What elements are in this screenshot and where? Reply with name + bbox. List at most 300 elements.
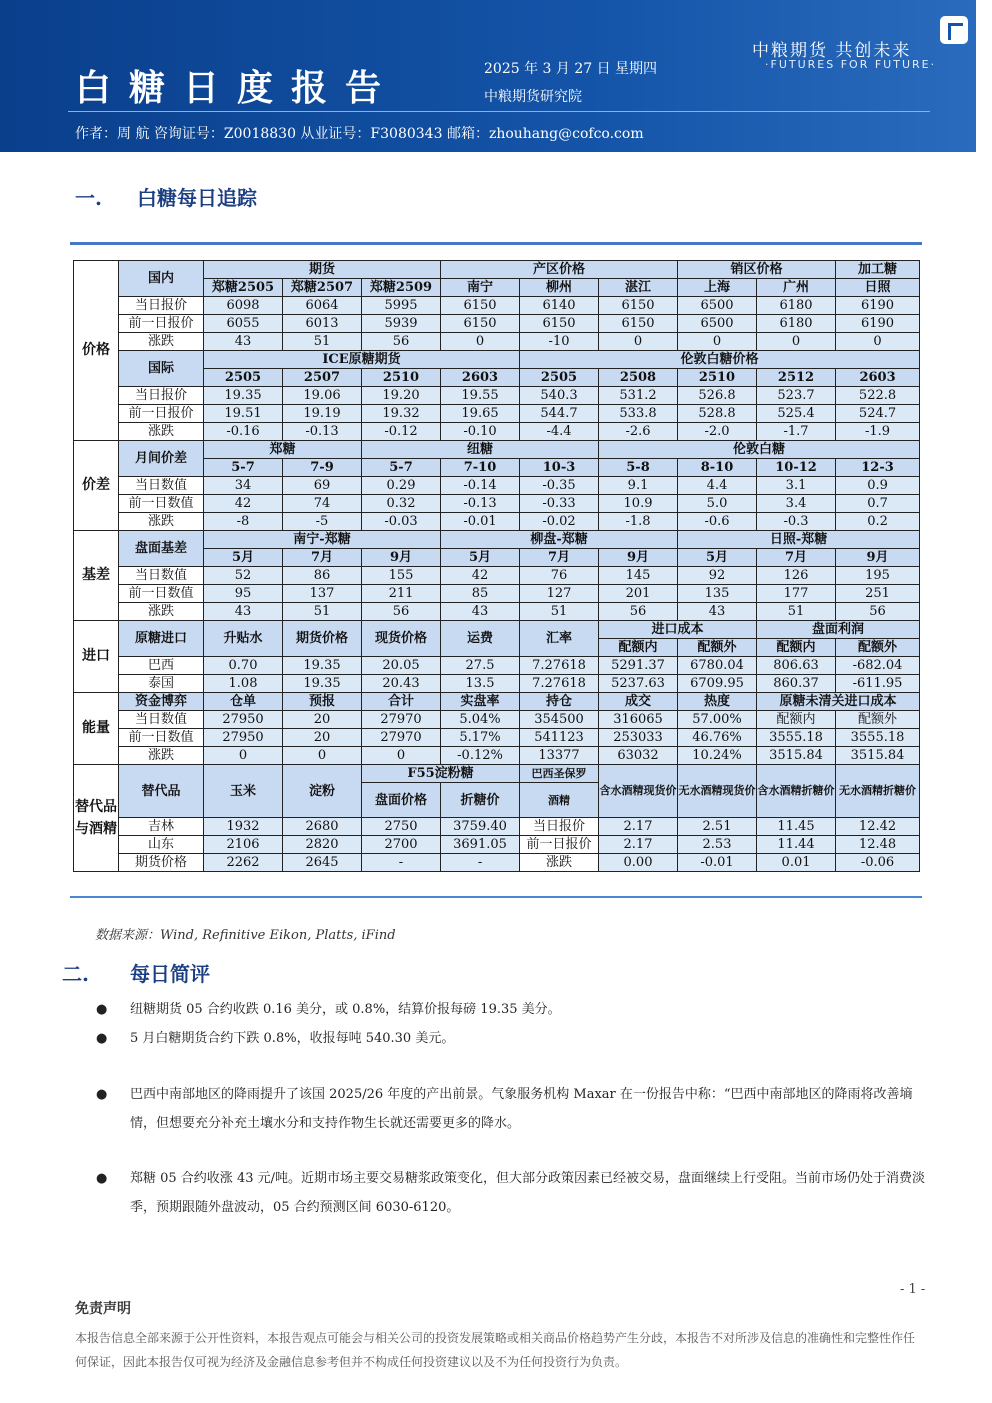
row-label: 前一日数值 bbox=[119, 585, 204, 603]
row-label: 前一日报价 bbox=[119, 315, 204, 333]
section-2-heading bbox=[62, 958, 210, 987]
bullet-icon: ● bbox=[96, 1171, 108, 1186]
column-header: 实盘率 bbox=[441, 693, 520, 711]
data-cell: 525.4 bbox=[757, 405, 836, 423]
data-cell: 531.2 bbox=[599, 387, 678, 405]
column-header: 2505 bbox=[520, 369, 599, 387]
table-row bbox=[74, 818, 920, 836]
category-label: 进口 bbox=[74, 621, 119, 693]
data-cell: 19.65 bbox=[441, 405, 520, 423]
data-cell: 9.1 bbox=[599, 477, 678, 495]
data-cell: 5291.37 bbox=[599, 657, 678, 675]
data-cell: 253033 bbox=[599, 729, 678, 747]
column-header: 期货价格 bbox=[283, 621, 362, 657]
column-header: 5-8 bbox=[599, 459, 678, 477]
data-cell: -0.33 bbox=[520, 495, 599, 513]
data-cell: -1.9 bbox=[836, 423, 920, 441]
data-cell: 177 bbox=[757, 585, 836, 603]
category-label: 基差 bbox=[74, 531, 119, 621]
row-label: 泰国 bbox=[119, 675, 204, 693]
data-cell: 6064 bbox=[283, 297, 362, 315]
data-cell: 43 bbox=[441, 603, 520, 621]
data-cell: -0.02 bbox=[520, 513, 599, 531]
data-cell: 12.42 bbox=[836, 818, 920, 836]
column-header: 2505 bbox=[204, 369, 283, 387]
data-cell: 74 bbox=[283, 495, 362, 513]
data-cell: 56 bbox=[362, 603, 441, 621]
data-cell: 6013 bbox=[283, 315, 362, 333]
data-cell: 19.20 bbox=[362, 387, 441, 405]
data-cell: 2.17 bbox=[599, 836, 678, 854]
data-cell: 19.55 bbox=[441, 387, 520, 405]
column-header: 日照 bbox=[836, 279, 920, 297]
author-line: 作者：周 航 咨询证号：Z0018830 从业证号：F3080343 邮箱：zhouhang@cofco.com bbox=[75, 126, 644, 142]
data-cell: 43 bbox=[204, 603, 283, 621]
data-cell: 51 bbox=[757, 603, 836, 621]
data-cell: 7.27618 bbox=[520, 675, 599, 693]
table-row bbox=[74, 657, 920, 675]
table-row bbox=[74, 315, 920, 333]
data-cell: 0.29 bbox=[362, 477, 441, 495]
data-cell: 19.19 bbox=[283, 405, 362, 423]
data-cell: 2680 bbox=[283, 818, 362, 836]
data-cell: 5939 bbox=[362, 315, 441, 333]
column-header: 广州 bbox=[757, 279, 836, 297]
data-cell: 155 bbox=[362, 567, 441, 585]
column-header: 无水酒精折糖价 bbox=[836, 765, 920, 818]
column-header: 上海 bbox=[678, 279, 757, 297]
column-header: 7月 bbox=[757, 549, 836, 567]
data-cell: 3.1 bbox=[757, 477, 836, 495]
column-header: 湛江 bbox=[599, 279, 678, 297]
data-cell: 5.04% bbox=[441, 711, 520, 729]
row-label: 前一日报价 bbox=[520, 836, 599, 854]
data-source: 数据来源：Wind, Refinitive Eikon, Platts, iFind bbox=[95, 928, 396, 943]
section-1-rule bbox=[70, 242, 922, 245]
data-cell: 3759.40 bbox=[441, 818, 520, 836]
data-cell: 92 bbox=[678, 567, 757, 585]
data-cell: 3515.84 bbox=[757, 747, 836, 765]
row-label: 吉林 bbox=[119, 818, 204, 836]
disclaimer-title: 免责声明 bbox=[75, 1301, 131, 1317]
comment-text: 纽糖期货 05 合约收跌 0.16 美分，或 0.8%，结算价报每磅 19.35 美分。 bbox=[130, 1002, 561, 1017]
data-cell: 6150 bbox=[599, 297, 678, 315]
table-row bbox=[74, 351, 920, 369]
data-cell: 20.05 bbox=[362, 657, 441, 675]
data-cell: 0 bbox=[204, 747, 283, 765]
table-row bbox=[74, 261, 920, 279]
data-cell: 19.32 bbox=[362, 405, 441, 423]
table-row bbox=[74, 297, 920, 315]
data-cell: 27950 bbox=[204, 729, 283, 747]
data-cell: 6098 bbox=[204, 297, 283, 315]
data-cell: 6150 bbox=[599, 315, 678, 333]
column-header: 淀粉 bbox=[283, 765, 362, 818]
column-header: 2510 bbox=[362, 369, 441, 387]
column-header: 玉米 bbox=[204, 765, 283, 818]
data-cell: 3.4 bbox=[757, 495, 836, 513]
data-cell: 211 bbox=[362, 585, 441, 603]
data-cell: 126 bbox=[757, 567, 836, 585]
data-cell: 6780.04 bbox=[678, 657, 757, 675]
data-cell: -0.01 bbox=[441, 513, 520, 531]
column-header: 配额外 bbox=[836, 639, 920, 657]
data-cell: 19.51 bbox=[204, 405, 283, 423]
column-header: 含水酒精折糖价 bbox=[757, 765, 836, 818]
group-header: 原糖未清关进口成本 bbox=[757, 693, 920, 711]
data-cell: -0.35 bbox=[520, 477, 599, 495]
disclaimer-text: 本报告信息全部来源于公开性资料，本报告观点可能会与相关公司的投资发展策略或相关商品价格趋势产生分歧，本报告不对所涉及信息的准确性和完整性作任何保证，因此本报告仅可视为经济及金融信息参考但并不构成任何投资建议以及不为任何投资行为负责。 bbox=[75, 1331, 916, 1369]
data-cell: 3555.18 bbox=[836, 729, 920, 747]
column-header: 运费 bbox=[441, 621, 520, 657]
data-cell: 85 bbox=[441, 585, 520, 603]
table-row bbox=[74, 836, 920, 854]
data-cell: 0 bbox=[757, 333, 836, 351]
data-cell: 3691.05 bbox=[441, 836, 520, 854]
data-cell: 6500 bbox=[678, 297, 757, 315]
data-cell: 27950 bbox=[204, 711, 283, 729]
data-cell: 27970 bbox=[362, 729, 441, 747]
column-header: 仓单 bbox=[204, 693, 283, 711]
group-label: 原糖进口 bbox=[119, 621, 204, 657]
category-label: 价差 bbox=[74, 441, 119, 531]
data-cell: 137 bbox=[283, 585, 362, 603]
table-row bbox=[74, 477, 920, 495]
group-label: 盘面基差 bbox=[119, 531, 204, 567]
column-header: 南宁 bbox=[441, 279, 520, 297]
row-label: 涨跌 bbox=[119, 423, 204, 441]
table-bottom-rule bbox=[70, 896, 922, 898]
table-row bbox=[74, 333, 920, 351]
column-header: 7月 bbox=[520, 549, 599, 567]
table-row bbox=[74, 693, 920, 711]
row-label: 当日数值 bbox=[119, 567, 204, 585]
data-cell: -0.12% bbox=[441, 747, 520, 765]
data-cell: 145 bbox=[599, 567, 678, 585]
data-cell: 2106 bbox=[204, 836, 283, 854]
data-cell: 19.06 bbox=[283, 387, 362, 405]
column-header: 合计 bbox=[362, 693, 441, 711]
data-cell: 11.45 bbox=[757, 818, 836, 836]
data-cell: - bbox=[441, 854, 520, 872]
data-cell: 0.9 bbox=[836, 477, 920, 495]
data-cell: 5.0 bbox=[678, 495, 757, 513]
data-cell: 20 bbox=[283, 729, 362, 747]
column-header: 2603 bbox=[836, 369, 920, 387]
row-label: 巴西 bbox=[119, 657, 204, 675]
data-cell: 20.43 bbox=[362, 675, 441, 693]
data-cell: 2700 bbox=[362, 836, 441, 854]
bullet-icon: ● bbox=[96, 1087, 108, 1102]
data-cell: 526.8 bbox=[678, 387, 757, 405]
table-row bbox=[74, 567, 920, 585]
group-header: 期货 bbox=[204, 261, 441, 279]
comment-text: 郑糖 05 合约收涨 43 元/吨。近期市场主要交易糖浆政策变化，但大部分政策因素已经被交易，盘面继续上行受阻。当前市场仍处于消费淡季，预期跟随外盘波动，05 合约预测区间 6030-6120。 bbox=[130, 1171, 925, 1215]
data-cell: 524.7 bbox=[836, 405, 920, 423]
data-cell: 523.7 bbox=[757, 387, 836, 405]
data-cell: 27.5 bbox=[441, 657, 520, 675]
data-cell: 52 bbox=[204, 567, 283, 585]
column-header: 2512 bbox=[757, 369, 836, 387]
column-header: 12-3 bbox=[836, 459, 920, 477]
section-1-number: 一. bbox=[75, 186, 102, 210]
data-cell: 201 bbox=[599, 585, 678, 603]
data-cell: 3555.18 bbox=[757, 729, 836, 747]
table-row bbox=[74, 621, 920, 639]
data-cell: 135 bbox=[678, 585, 757, 603]
category-label: 替代品与酒精 bbox=[74, 765, 119, 872]
data-cell: 0 bbox=[283, 747, 362, 765]
data-cell: 5237.63 bbox=[599, 675, 678, 693]
column-header: 柳州 bbox=[520, 279, 599, 297]
row-label: 当日报价 bbox=[520, 818, 599, 836]
column-header: 配额内 bbox=[757, 711, 836, 729]
column-header: 成交 bbox=[599, 693, 678, 711]
data-cell: 0 bbox=[362, 747, 441, 765]
page-number: - 1 - bbox=[900, 1282, 926, 1297]
group-header: 南宁-郑糖 bbox=[204, 531, 441, 549]
group-header: 纽糖 bbox=[362, 441, 599, 459]
column-header: 现货价格 bbox=[362, 621, 441, 657]
report-date: 2025 年 3 月 27 日 星期四 bbox=[484, 61, 658, 77]
group-header: 销区价格 bbox=[678, 261, 836, 279]
data-cell: 86 bbox=[283, 567, 362, 585]
column-header: 9月 bbox=[362, 549, 441, 567]
data-cell: 43 bbox=[204, 333, 283, 351]
company-logo: 中粮期货 共创未来 bbox=[752, 41, 912, 61]
row-label: 当日报价 bbox=[119, 387, 204, 405]
data-cell: 2262 bbox=[204, 854, 283, 872]
table-body bbox=[74, 261, 920, 872]
data-cell: 0.70 bbox=[204, 657, 283, 675]
column-header: 5-7 bbox=[362, 459, 441, 477]
data-cell: 19.35 bbox=[283, 675, 362, 693]
row-label: 期货价格 bbox=[119, 854, 204, 872]
data-cell: 5.17% bbox=[441, 729, 520, 747]
data-cell: -1.7 bbox=[757, 423, 836, 441]
table-row bbox=[74, 747, 920, 765]
data-cell: 541123 bbox=[520, 729, 599, 747]
data-cell: 533.8 bbox=[599, 405, 678, 423]
column-header: 酒精 bbox=[520, 783, 599, 818]
data-cell: 6180 bbox=[757, 315, 836, 333]
column-header: 含水酒精现货价 bbox=[599, 765, 678, 818]
data-cell: -0.6 bbox=[678, 513, 757, 531]
data-cell: 2.53 bbox=[678, 836, 757, 854]
data-cell: 806.63 bbox=[757, 657, 836, 675]
column-header: 郑糖2505 bbox=[204, 279, 283, 297]
row-label: 前一日数值 bbox=[119, 729, 204, 747]
data-cell: 56 bbox=[599, 603, 678, 621]
company-slogan: ·FUTURES FOR FUTURE· bbox=[765, 58, 937, 71]
data-cell: 6150 bbox=[441, 297, 520, 315]
data-cell: 51 bbox=[283, 603, 362, 621]
section-2-number: 二. bbox=[62, 962, 89, 986]
data-cell: -0.03 bbox=[362, 513, 441, 531]
group-header: 产区价格 bbox=[441, 261, 678, 279]
data-cell: 0 bbox=[678, 333, 757, 351]
section-1-title: 白糖每日追踪 bbox=[137, 186, 257, 210]
row-label: 涨跌 bbox=[119, 333, 204, 351]
data-cell: -682.04 bbox=[836, 657, 920, 675]
data-cell: 69 bbox=[283, 477, 362, 495]
data-cell: 6150 bbox=[441, 315, 520, 333]
column-header: 无水酒精现货价 bbox=[678, 765, 757, 818]
data-cell: 0.32 bbox=[362, 495, 441, 513]
group-label: 国内 bbox=[119, 261, 204, 297]
group-label: 国际 bbox=[119, 351, 204, 387]
data-cell: -8 bbox=[204, 513, 283, 531]
data-cell: 57.00% bbox=[678, 711, 757, 729]
data-cell: 12.48 bbox=[836, 836, 920, 854]
data-cell: 0 bbox=[599, 333, 678, 351]
row-label: 涨跌 bbox=[119, 747, 204, 765]
column-header: 2508 bbox=[599, 369, 678, 387]
data-cell: 127 bbox=[520, 585, 599, 603]
data-cell: 6709.95 bbox=[678, 675, 757, 693]
data-cell: 6190 bbox=[836, 297, 920, 315]
bullet-icon: ● bbox=[96, 1002, 108, 1017]
column-header: 盘面价格 bbox=[362, 783, 441, 818]
column-header: 8-10 bbox=[678, 459, 757, 477]
data-cell: 10.9 bbox=[599, 495, 678, 513]
table-row bbox=[74, 711, 920, 729]
table-row bbox=[74, 495, 920, 513]
table-row bbox=[74, 585, 920, 603]
column-header: 10-3 bbox=[520, 459, 599, 477]
data-cell: 1932 bbox=[204, 818, 283, 836]
row-label: 当日数值 bbox=[119, 477, 204, 495]
data-cell: 3515.84 bbox=[836, 747, 920, 765]
report-header bbox=[0, 0, 976, 152]
column-header: 预报 bbox=[283, 693, 362, 711]
data-cell: 0.01 bbox=[757, 854, 836, 872]
data-cell: 540.3 bbox=[520, 387, 599, 405]
table-row bbox=[74, 603, 920, 621]
data-cell: 19.35 bbox=[204, 387, 283, 405]
group-header: 加工糖 bbox=[836, 261, 920, 279]
column-header: 折糖价 bbox=[441, 783, 520, 818]
data-cell: 6180 bbox=[757, 297, 836, 315]
data-cell: 6500 bbox=[678, 315, 757, 333]
column-header: 热度 bbox=[678, 693, 757, 711]
column-header: 升贴水 bbox=[204, 621, 283, 657]
data-cell: 20 bbox=[283, 711, 362, 729]
data-cell: 860.37 bbox=[757, 675, 836, 693]
data-cell: -0.06 bbox=[836, 854, 920, 872]
category-label: 能量 bbox=[74, 693, 119, 765]
section-2-title: 每日简评 bbox=[130, 962, 210, 986]
column-header: 2603 bbox=[441, 369, 520, 387]
data-cell: 5995 bbox=[362, 297, 441, 315]
column-header: 2507 bbox=[283, 369, 362, 387]
sugar-tracking-table bbox=[73, 260, 920, 872]
data-cell: -2.0 bbox=[678, 423, 757, 441]
column-header: 7-9 bbox=[283, 459, 362, 477]
column-header: 配额内 bbox=[599, 639, 678, 657]
column-header: 5月 bbox=[204, 549, 283, 567]
data-cell: 51 bbox=[283, 333, 362, 351]
column-header: 9月 bbox=[836, 549, 920, 567]
data-cell: 19.35 bbox=[283, 657, 362, 675]
data-cell: -1.8 bbox=[599, 513, 678, 531]
data-cell: 6140 bbox=[520, 297, 599, 315]
column-header: 7月 bbox=[283, 549, 362, 567]
table-row bbox=[74, 531, 920, 549]
data-cell: 354500 bbox=[520, 711, 599, 729]
column-header: 5月 bbox=[441, 549, 520, 567]
group-header: 柳盘-郑糖 bbox=[441, 531, 678, 549]
data-cell: 2.51 bbox=[678, 818, 757, 836]
report-title: 白糖日度报告 bbox=[75, 67, 400, 109]
column-header: 汇率 bbox=[520, 621, 599, 657]
data-cell: 6055 bbox=[204, 315, 283, 333]
data-cell: -5 bbox=[283, 513, 362, 531]
bullet-icon: ● bbox=[96, 1031, 108, 1046]
column-header: 配额内 bbox=[757, 639, 836, 657]
institute-name: 中粮期货研究院 bbox=[484, 89, 582, 105]
column-header: 7-10 bbox=[441, 459, 520, 477]
data-cell: 528.8 bbox=[678, 405, 757, 423]
data-cell: - bbox=[362, 854, 441, 872]
group-label: 替代品 bbox=[119, 765, 204, 818]
data-cell: 42 bbox=[441, 567, 520, 585]
group-header: 郑糖 bbox=[204, 441, 362, 459]
data-cell: 251 bbox=[836, 585, 920, 603]
data-cell: 6190 bbox=[836, 315, 920, 333]
data-cell: 46.76% bbox=[678, 729, 757, 747]
data-cell: -4.4 bbox=[520, 423, 599, 441]
logo-icon bbox=[940, 16, 968, 44]
group-header: 伦敦白糖价格 bbox=[520, 351, 920, 369]
column-header: 郑糖2507 bbox=[283, 279, 362, 297]
data-cell: -0.16 bbox=[204, 423, 283, 441]
table-row bbox=[74, 405, 920, 423]
column-header: 2510 bbox=[678, 369, 757, 387]
data-cell: -611.95 bbox=[836, 675, 920, 693]
table-row bbox=[74, 423, 920, 441]
data-cell: 7.27618 bbox=[520, 657, 599, 675]
column-header: 5-7 bbox=[204, 459, 283, 477]
group-header: 盘面利润 bbox=[757, 621, 920, 639]
data-cell: 95 bbox=[204, 585, 283, 603]
data-cell: 195 bbox=[836, 567, 920, 585]
row-label: 前一日报价 bbox=[119, 405, 204, 423]
column-header: 配额外 bbox=[836, 711, 920, 729]
data-cell: -0.12 bbox=[362, 423, 441, 441]
data-cell: 10.24% bbox=[678, 747, 757, 765]
category-label: 价格 bbox=[74, 261, 119, 441]
group-header: ICE原糖期货 bbox=[204, 351, 520, 369]
table-row bbox=[74, 765, 920, 783]
section-1-heading bbox=[75, 182, 257, 211]
data-cell: 34 bbox=[204, 477, 283, 495]
table-row bbox=[74, 729, 920, 747]
group-header: 日照-郑糖 bbox=[678, 531, 920, 549]
data-cell: 4.4 bbox=[678, 477, 757, 495]
row-label: 前一日数值 bbox=[119, 495, 204, 513]
data-cell: 43 bbox=[678, 603, 757, 621]
data-cell: -2.6 bbox=[599, 423, 678, 441]
column-header: 郑糖2509 bbox=[362, 279, 441, 297]
data-cell: -0.3 bbox=[757, 513, 836, 531]
comment-text: 5 月白糖期货合约下跌 0.8%，收报每吨 540.30 美元。 bbox=[130, 1031, 455, 1046]
data-cell: 522.8 bbox=[836, 387, 920, 405]
data-cell: 2645 bbox=[283, 854, 362, 872]
group-header: F55淀粉糖 bbox=[362, 765, 520, 783]
data-cell: 27970 bbox=[362, 711, 441, 729]
data-cell: 0.7 bbox=[836, 495, 920, 513]
